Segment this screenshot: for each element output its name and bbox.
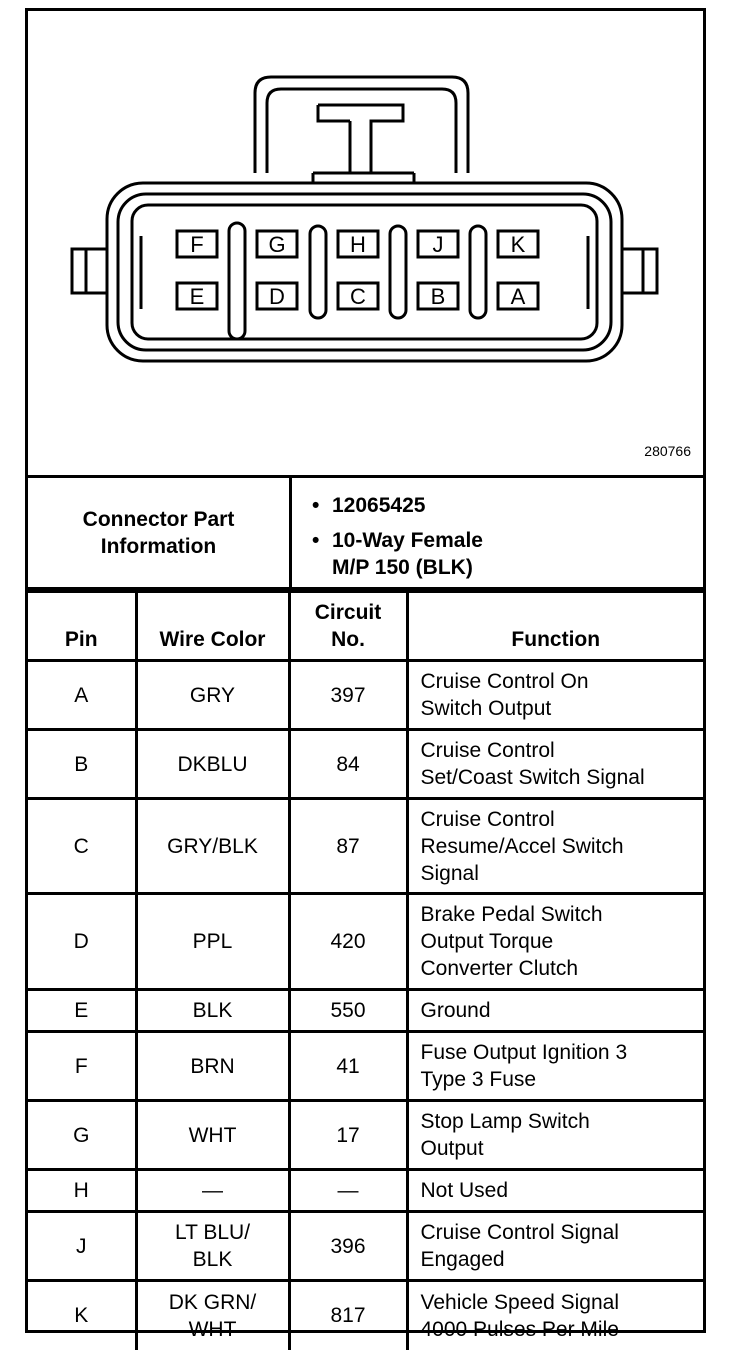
wire-color-cell (136, 1281, 289, 1350)
function-line1: Cruise Control (420, 739, 555, 762)
function-cell (407, 894, 703, 990)
pin-cell-value (28, 990, 136, 1032)
function-line1: Brake Pedal Switch (420, 903, 603, 926)
pin-cell-value (28, 661, 136, 730)
pin-separator (310, 226, 326, 318)
pin-id: H (73, 1179, 89, 1202)
pin-id: G (73, 1123, 90, 1147)
circuit-number: 87 (336, 834, 360, 858)
circuit-number: — (337, 1179, 359, 1202)
connector-face-drawing (28, 11, 703, 475)
circuit-number: 41 (336, 1054, 360, 1078)
pin-label-bottom: A (510, 284, 526, 309)
part-description-line1: • 10-Way Female (332, 529, 483, 552)
wire-color-line1: WHT (188, 1123, 237, 1147)
part-description (332, 527, 483, 581)
function-cell (407, 1032, 703, 1101)
pin-label-bottom: D (269, 284, 285, 309)
table-row (28, 894, 703, 990)
pin-id: K (74, 1304, 89, 1328)
function-line2: Type 3 Fuse (420, 1068, 537, 1091)
pin-cell-value (28, 894, 136, 990)
function-cell (407, 661, 703, 730)
function-line2: Resume/Accel Switch (420, 834, 624, 858)
connector-latch (255, 77, 468, 173)
table-row (28, 1101, 703, 1170)
pin-label-top: J (432, 232, 444, 257)
function-cell (407, 730, 703, 799)
wire-color-cell (136, 1170, 289, 1212)
function-cell (407, 799, 703, 894)
pin-label-top: K (510, 232, 526, 257)
table-header-row (28, 592, 703, 661)
connector-latch-t (318, 105, 403, 173)
function-line1: Cruise Control On (420, 670, 589, 693)
pin-label-top: G (268, 232, 286, 257)
pin-id: C (73, 834, 89, 858)
function-line1: Not Used (420, 1179, 509, 1202)
function-line2: 4000 Pulses Per Mile (420, 1317, 619, 1341)
function-line2: Set/Coast Switch Signal (420, 766, 645, 789)
function-line2: Output Torque (420, 930, 554, 953)
wire-color-cell (136, 730, 289, 799)
header-wire-color: Wire Color (136, 592, 289, 661)
part-info-label-line2: Information (100, 534, 217, 558)
function-line2: Engaged (420, 1248, 505, 1271)
pin-label-bottom: B (430, 284, 446, 309)
pin-id: A (74, 683, 89, 707)
pin-cell-value (28, 1281, 136, 1350)
circuit-number-cell (289, 1281, 407, 1350)
wire-color-cell (136, 661, 289, 730)
function-line1: Fuse Output Ignition 3 (420, 1041, 628, 1064)
circuit-number-cell (289, 1032, 407, 1101)
pin-label-top: F (190, 232, 204, 257)
circuit-number-cell (289, 799, 407, 894)
wire-color-cell (136, 894, 289, 990)
connector-sheet (25, 8, 706, 1341)
wire-color-line1: DK GRN/ (168, 1290, 257, 1314)
pin-label-bottom: C (350, 284, 366, 309)
function-cell (407, 1281, 703, 1350)
circuit-number: 84 (336, 752, 360, 776)
wire-color-line2: WHT (188, 1317, 237, 1341)
wire-color-line1: BRN (190, 1054, 235, 1078)
pin-cell-value (28, 1170, 136, 1212)
function-cell (407, 1170, 703, 1212)
circuit-number-cell (289, 1212, 407, 1281)
header-circuit-no (289, 592, 407, 661)
header-circuit-line1: Circuit (314, 601, 382, 624)
circuit-number: 397 (330, 683, 366, 707)
pin-label-bottom: E (189, 284, 205, 309)
pin-label-top: H (350, 232, 366, 257)
pin-separator (390, 226, 406, 318)
table-row (28, 1212, 703, 1281)
circuit-number-cell (289, 990, 407, 1032)
connector-diagram (28, 11, 703, 478)
header-circuit-line2: No. (331, 628, 365, 651)
circuit-number-cell (289, 894, 407, 990)
part-number: • 12065425 (332, 492, 483, 519)
pin-id: B (74, 752, 89, 776)
function-cell (407, 990, 703, 1032)
connector-part-info (28, 478, 703, 590)
wire-color-line2: BLK (192, 1248, 233, 1271)
table-row (28, 990, 703, 1032)
wire-color-line1: BLK (192, 999, 233, 1022)
function-cell (407, 1101, 703, 1170)
connector-body-mid (118, 194, 611, 350)
connector-body-outer (107, 183, 622, 361)
wire-color-line1: GRY/BLK (167, 834, 258, 858)
pin-cell-value (28, 1212, 136, 1281)
wire-color-cell (136, 1212, 289, 1281)
part-description-line2: M/P 150 (BLK) (332, 556, 473, 579)
part-info-label-line1: Connector Part (82, 507, 235, 531)
pin-id: D (73, 930, 89, 953)
function-line1: Ground (420, 999, 491, 1022)
function-cell (407, 1212, 703, 1281)
function-line1: Vehicle Speed Signal (420, 1290, 619, 1314)
table-row (28, 1170, 703, 1212)
circuit-number: 817 (330, 1304, 366, 1328)
circuit-number-cell (289, 1101, 407, 1170)
pin-id: F (74, 1054, 88, 1078)
wire-color-line1: DKBLU (177, 752, 248, 776)
table-row (28, 661, 703, 730)
side-tab-right (622, 249, 657, 293)
connector-body-inner (132, 205, 597, 339)
wire-color-line1: — (202, 1179, 223, 1202)
wire-color-cell (136, 1101, 289, 1170)
pin-separator (470, 226, 486, 318)
wire-color-cell (136, 990, 289, 1032)
table-row (28, 1281, 703, 1350)
wire-color-cell (136, 1032, 289, 1101)
function-line1: Cruise Control (420, 807, 555, 831)
wire-color-cell (136, 799, 289, 894)
table-row (28, 1032, 703, 1101)
pin-separator (229, 223, 245, 339)
pin-cell-value (28, 1032, 136, 1101)
circuit-number: 550 (330, 999, 366, 1022)
function-line1: Cruise Control Signal (420, 1221, 619, 1244)
function-line2: Switch Output (420, 697, 552, 720)
part-info-label (28, 478, 292, 587)
circuit-number-cell (289, 1170, 407, 1212)
figure-id: 280766 (644, 443, 691, 459)
table-row (28, 730, 703, 799)
circuit-number: 17 (336, 1123, 360, 1147)
connector-latch-inner (267, 89, 456, 173)
function-line1: Stop Lamp Switch (420, 1110, 590, 1133)
wire-color-line1: PPL (192, 930, 233, 953)
pin-cell-value (28, 799, 136, 894)
side-tab-left (72, 249, 107, 293)
function-line3: Signal (420, 861, 479, 885)
part-info-list (292, 492, 483, 589)
circuit-number-cell (289, 661, 407, 730)
circuit-number-cell (289, 730, 407, 799)
circuit-number: 420 (330, 930, 366, 953)
wire-color-line1: GRY (189, 683, 236, 707)
pin-cell-value (28, 1101, 136, 1170)
pin-id: J (76, 1234, 87, 1258)
pin-cell-value (28, 730, 136, 799)
wire-color-line1: LT BLU/ (174, 1221, 251, 1244)
table-row (28, 799, 703, 894)
pin-id: E (74, 999, 89, 1022)
function-line3: Converter Clutch (420, 957, 579, 980)
circuit-number: 396 (330, 1234, 366, 1258)
function-line2: Output (420, 1137, 484, 1160)
pinout-table (28, 590, 703, 1350)
header-function: Function (407, 592, 703, 661)
header-pin: Pin (28, 592, 136, 661)
